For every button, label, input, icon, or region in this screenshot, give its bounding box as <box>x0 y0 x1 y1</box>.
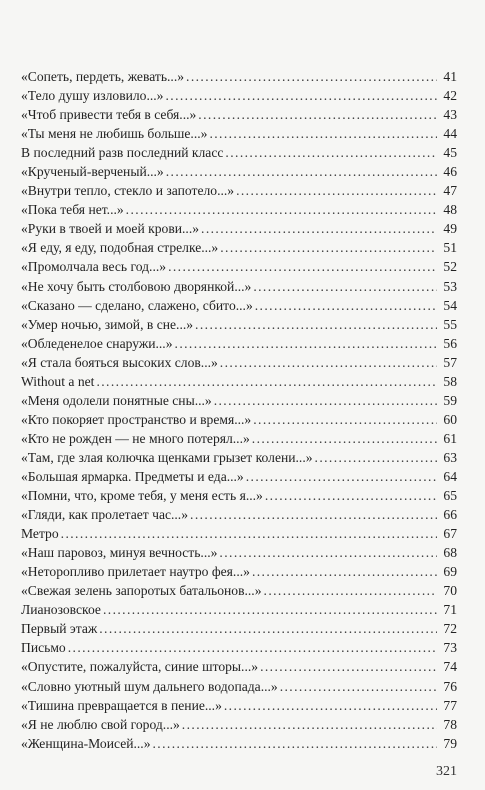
toc-entry <box>21 734 457 753</box>
toc-entry-title: «Неторопливо прилетает наутро фея...» <box>21 564 250 580</box>
toc-entry-title: «Внутри тепло, стекло и запотело...» <box>21 183 235 199</box>
toc-entry-page: 45 <box>443 145 457 161</box>
toc-entry <box>21 334 457 353</box>
dot-leader <box>252 429 437 448</box>
toc-entry-page: 68 <box>443 545 457 561</box>
dot-leader <box>153 734 438 753</box>
toc-entry-title: «Умер ночью, зимой, в сне...» <box>21 316 194 332</box>
toc-entry-title: «Свежая зелень запоротых батальонов...» <box>21 583 262 599</box>
dot-leader <box>186 67 437 86</box>
toc-entry-page: 55 <box>443 316 457 332</box>
toc-entry-page: 54 <box>443 297 457 313</box>
toc-entry-page: 64 <box>443 468 457 484</box>
dot-leader <box>195 315 437 334</box>
toc-entry <box>21 677 457 696</box>
dot-leader <box>220 238 437 257</box>
toc-entry-page: 65 <box>443 488 457 504</box>
toc-entry-page: 67 <box>443 526 457 542</box>
toc-entry-page: 56 <box>443 335 457 351</box>
toc-entry-page: 41 <box>443 69 457 84</box>
dot-leader <box>214 391 437 410</box>
toc-entry-page: 58 <box>443 373 457 389</box>
dot-leader <box>168 257 437 276</box>
toc-entry <box>21 162 457 181</box>
toc-entry-title: «Наш паровоз, минуя вечность...» <box>21 545 218 561</box>
toc-entry-page: 79 <box>443 735 457 751</box>
toc-entry-title: «Я еду, я еду, подобная стрелке...» <box>21 240 219 256</box>
toc-entry-page: 57 <box>443 354 457 370</box>
toc-entry-page: 60 <box>443 411 457 427</box>
toc-entry-page: 51 <box>443 240 457 256</box>
toc-entry-page: 71 <box>443 602 457 618</box>
toc-entry <box>21 467 457 486</box>
dot-leader <box>99 619 437 638</box>
toc-entry-title: «Тишина превращается в пение...» <box>21 697 222 713</box>
toc-entry-page: 61 <box>443 430 457 446</box>
toc-entry <box>21 638 457 657</box>
toc-entry <box>21 524 457 543</box>
toc-entry-title: «Чтоб привести тебя в себя...» <box>21 107 197 123</box>
toc-entry-title: «Опустите, пожалуйста, синие шторы...» <box>21 659 259 675</box>
toc-entry-page: 59 <box>443 392 457 408</box>
toc-entry <box>21 410 457 429</box>
toc-entry <box>21 543 457 562</box>
dot-leader <box>252 562 437 581</box>
dot-leader <box>165 86 437 105</box>
toc-entry-title: Письмо <box>21 640 66 656</box>
toc-entry-page: 73 <box>443 640 457 656</box>
toc-entry-title: «Сопеть, пердеть, жевать...» <box>21 69 185 84</box>
toc-entry-page: 72 <box>443 621 457 637</box>
table-of-contents <box>21 67 457 753</box>
dot-leader <box>126 200 437 219</box>
toc-entry-page: 49 <box>443 221 457 237</box>
toc-entry-page: 48 <box>443 202 457 218</box>
toc-entry-title: «Обледенелое снаружи...» <box>21 335 173 351</box>
toc-entry-title: Метро <box>21 526 59 542</box>
toc-entry <box>21 696 457 715</box>
dot-leader <box>61 524 437 543</box>
toc-entry-title: «Сказано — сделано, слажено, сбито...» <box>21 297 253 313</box>
dot-leader <box>246 467 437 486</box>
dot-leader <box>68 638 437 657</box>
toc-entry-page: 78 <box>443 716 457 732</box>
toc-entry <box>21 429 457 448</box>
toc-entry-title: Without a net <box>21 373 95 389</box>
toc-entry <box>21 657 457 676</box>
dot-leader <box>224 696 437 715</box>
toc-entry-title: «Кто покоряет пространство и время...» <box>21 411 252 427</box>
dot-leader <box>209 124 437 143</box>
toc-entry-title: «Тело душу изловило...» <box>21 88 164 104</box>
dot-leader <box>103 600 437 619</box>
toc-entry-title: «Пока тебя нет...» <box>21 202 124 218</box>
toc-entry-title: «Женщина-Моисей...» <box>21 735 151 751</box>
dot-leader <box>175 334 437 353</box>
toc-entry <box>21 562 457 581</box>
toc-entry-page: 69 <box>443 564 457 580</box>
dot-leader <box>220 353 437 372</box>
toc-entry <box>21 353 457 372</box>
toc-entry-title: «Гляди, как пролетает час...» <box>21 507 189 523</box>
dot-leader <box>201 219 437 238</box>
dot-leader <box>253 277 437 296</box>
dot-leader <box>219 543 437 562</box>
toc-entry-title: Лианозовское <box>21 602 101 618</box>
toc-entry-page: 52 <box>443 259 457 275</box>
toc-entry <box>21 715 457 734</box>
toc-entry-page: 63 <box>443 449 457 465</box>
dot-leader <box>96 372 437 391</box>
dot-leader <box>265 486 437 505</box>
toc-entry-page: 47 <box>443 183 457 199</box>
toc-entry-page: 43 <box>443 107 457 123</box>
toc-entry-page: 77 <box>443 697 457 713</box>
toc-entry-page: 74 <box>443 659 457 675</box>
toc-entry-title: В последний разв последний класс <box>21 145 224 161</box>
toc-entry <box>21 296 457 315</box>
toc-entry <box>21 619 457 638</box>
toc-entry <box>21 238 457 257</box>
toc-entry-title: Первый этаж <box>21 621 98 637</box>
toc-entry <box>21 581 457 600</box>
dot-leader <box>225 143 437 162</box>
toc-entry-title: «Крученый-верченый...» <box>21 164 164 180</box>
toc-entry-title: «Промолчала весь год...» <box>21 259 167 275</box>
toc-entry-title: «Я стала бояться высоких слов...» <box>21 354 218 370</box>
toc-entry-title: «Я не люблю свой город...» <box>21 716 180 732</box>
toc-entry-title: «Меня одолели понятные сны...» <box>21 392 212 408</box>
toc-entry-title: «Словно уютный шум дальнего водопада...» <box>21 678 278 694</box>
dot-leader <box>236 181 437 200</box>
toc-entry-page: 66 <box>443 507 457 523</box>
toc-entry-page: 76 <box>443 678 457 694</box>
toc-entry-page: 53 <box>443 278 457 294</box>
toc-entry <box>21 277 457 296</box>
toc-entry <box>21 86 457 105</box>
toc-entry <box>21 181 457 200</box>
toc-entry-title: «Там, где злая колючка щенками грызет колени...» <box>21 449 313 465</box>
toc-entry <box>21 448 457 467</box>
dot-leader <box>255 296 437 315</box>
dot-leader <box>280 677 437 696</box>
toc-entry-page: 46 <box>443 164 457 180</box>
toc-entry <box>21 143 457 162</box>
toc-entry-title: «Помни, что, кроме тебя, у меня есть я...» <box>21 488 263 504</box>
dot-leader <box>264 581 437 600</box>
toc-entry <box>21 505 457 524</box>
page-number: 321 <box>436 764 457 779</box>
dot-leader <box>260 657 437 676</box>
toc-entry-title: «Кто не рожден — не много потерял...» <box>21 430 250 446</box>
dot-leader <box>198 105 437 124</box>
dot-leader <box>253 410 437 429</box>
toc-entry-page: 70 <box>443 583 457 599</box>
toc-entry <box>21 391 457 410</box>
toc-entry-page: 44 <box>443 126 457 142</box>
dot-leader <box>166 162 437 181</box>
toc-entry <box>21 257 457 276</box>
toc-entry <box>21 315 457 334</box>
toc-entry <box>21 105 457 124</box>
toc-entry-title: «Не хочу быть столбовою дворянкой...» <box>21 278 252 294</box>
toc-entry <box>21 124 457 143</box>
dot-leader <box>182 715 437 734</box>
toc-entry-title: «Руки в твоей и моей крови...» <box>21 221 200 237</box>
toc-entry <box>21 600 457 619</box>
toc-entry-title: «Ты меня не любишь больше...» <box>21 126 208 142</box>
toc-entry <box>21 200 457 219</box>
toc-entry <box>21 372 457 391</box>
dot-leader <box>190 505 437 524</box>
toc-entry <box>21 67 457 86</box>
toc-entry <box>21 486 457 505</box>
toc-entry-page: 42 <box>443 88 457 104</box>
toc-entry <box>21 219 457 238</box>
toc-entry-title: «Большая ярмарка. Предметы и еда...» <box>21 468 244 484</box>
dot-leader <box>315 448 437 467</box>
